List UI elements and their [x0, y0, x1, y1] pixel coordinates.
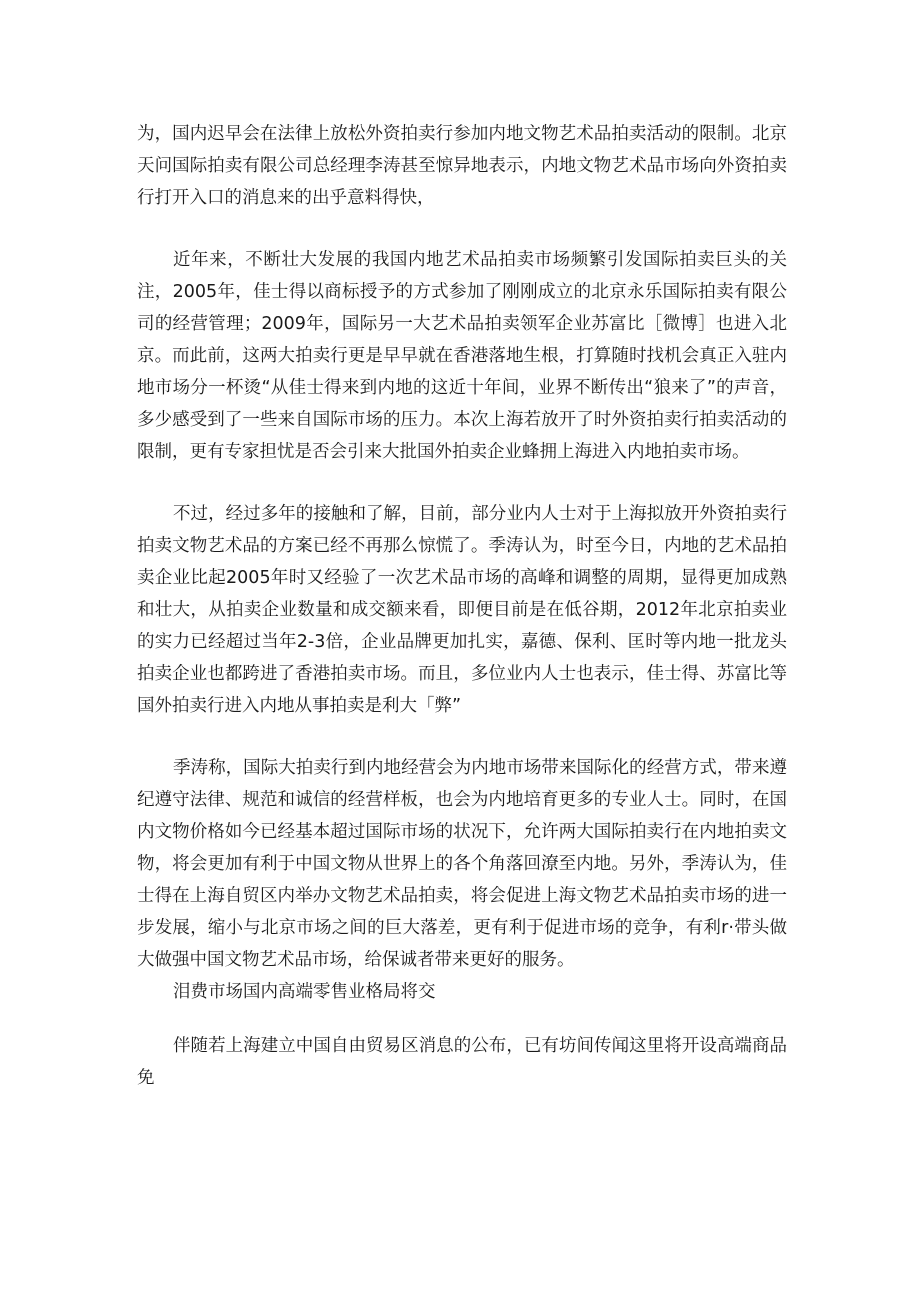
document-page: [137, 118, 787, 1094]
paragraph-4: 季涛称，国际大拍卖行到内地经营会为内地市场带来国际化的经营方式，带来遵纪遵守法律、规范和诚信的经营样板，也会为内地培育更多的专业人士。同时，在国内文物价格如今已经基本超过国际市场的状况下，允许两大国际拍卖行在内地拍卖文物，将会更加有利于中国文物从世界上的各个角落回潦至内地。另外，季涛认为，佳士得在上海自贸区内举办文物艺术品拍卖，将会促进上海文物艺术品拍卖市场的进一步发展，缩小与北京市场之间的巨大落差，更有利于促进市场的竞争，有利r·带头做大做强中国文物艺术品市场，给保诚者带来更好的服务。: [137, 758, 787, 970]
paragraph-1: 为，国内迟早会在法律上放松外资拍卖行参加内地文物艺术品拍卖活动的限制。北京天问国际拍卖有限公司总经理李涛甚至惊异地表示，内地文物艺术品市场向外资拍卖行打开入口的消息来的出乎意料得快，: [137, 124, 787, 208]
paragraph-5: 伴随若上海建立中国自由贸易区消息的公布，已有坊间传闻这里将开设高端商品免: [137, 1036, 787, 1088]
section-heading: 泪费市场国内高端零售业格局将交: [173, 982, 436, 1002]
paragraph-2: 近年来，不断壮大发展的我国内地艺术品拍卖市场频繁引发国际拍卖巨头的关注，2005年，佳士得以商标授予的方式参加了刚刚成立的北京永乐国际拍卖有限公司的经营管理；2009年，国际另一大艺术品拍卖领军企业苏富比［微博］也进入北京。而此前，这两大拍卖行更是早早就在香港落地生根，打算随时找机会真正入驻内地市场分一杯烫“从佳士得来到内地的这近十年间，业界不断传出“狼来了”的声音，多少感受到了一些来自国际市场的压力。本次上海若放开了时外资拍卖行拍卖活动的限制，更有专家担忧是否会引来大批国外拍卖企业蜂拥上海进入内地拍卖市场。: [137, 250, 787, 462]
paragraph-3: 不过，经过多年的接触和了解，目前，部分业内人士对于上海拟放开外资拍卖行拍卖文物艺术品的方案已经不再那么惊慌了。季涛认为，时至今日，内地的艺术品拍卖企业比起2005年时又经验了一次艺术品市场的高峰和调整的周期，显得更加成熟和壮大，从拍卖企业数量和成交额来看，即便目前是在低谷期，2012年北京拍卖业的实力已经超过当年2-3倍，企业品牌更加扎实，嘉德、保利、匡时等内地一批龙头拍卖企业也都跨进了香港拍卖市场。而且，多位业内人士也表示，佳士得、苏富比等国外拍卖行进入内地从事拍卖是利大「弊”: [137, 504, 787, 716]
